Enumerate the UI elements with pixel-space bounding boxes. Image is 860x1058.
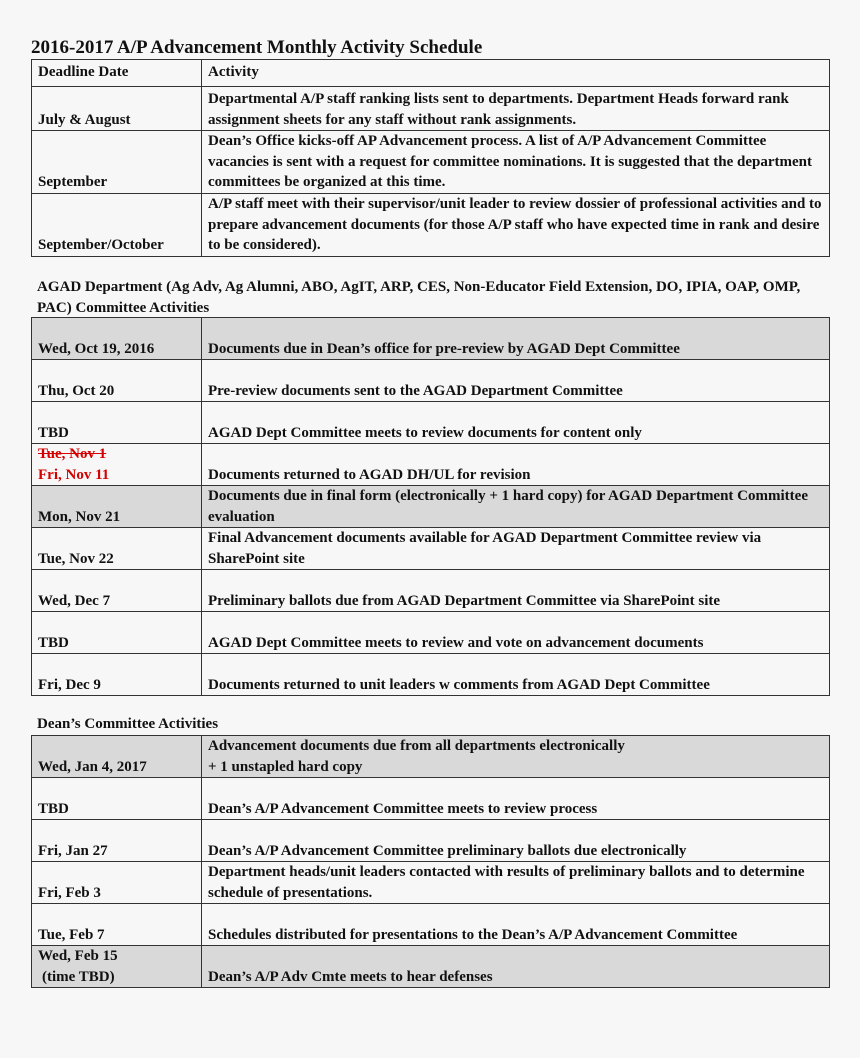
activity: Dean’s Office kicks-off AP Advancement process. A list of A/P Advancement Committee vacancies is sent with a request for committee nominations. It is suggested that the department committees be organized at this time. — [202, 131, 830, 194]
activity-line: Advancement documents due from all departments electronically — [208, 738, 625, 754]
deadline-date: Mon, Nov 21 — [32, 486, 202, 528]
activity: Final Advancement documents available for AGAD Department Committee review via SharePoint site — [202, 528, 830, 570]
deadline-date: TBD — [32, 612, 202, 654]
table-row — [32, 654, 830, 696]
dean-section-heading: Dean’s Committee Activities — [37, 716, 219, 732]
date-line: Wed, Feb 15 — [38, 948, 118, 964]
table-row — [32, 402, 830, 444]
activity: Departmental A/P staff ranking lists sent to departments. Department Heads forward rank assignment sheets for any staff without rank assignments. — [202, 87, 830, 131]
activity: Documents returned to AGAD DH/UL for revision — [202, 444, 830, 486]
table-row — [32, 612, 830, 654]
activity-line: + 1 unstapled hard copy — [208, 758, 363, 775]
table-row — [32, 778, 830, 820]
struck-date: Tue, Nov 1 — [38, 446, 107, 462]
table-row — [32, 318, 830, 360]
deadline-date: Tue, Feb 7 — [32, 904, 202, 946]
deadline-date: Thu, Oct 20 — [32, 360, 202, 402]
table-row — [32, 820, 830, 862]
activity: Documents due in Dean’s office for pre-review by AGAD Dept Committee — [202, 318, 830, 360]
deadline-date: Fri, Dec 9 — [32, 654, 202, 696]
deadline-date: Tue, Nov 22 — [32, 528, 202, 570]
activity: Schedules distributed for presentations to the Dean’s A/P Advancement Committee — [202, 904, 830, 946]
table-row — [32, 486, 830, 528]
table-row — [32, 87, 830, 131]
deadline-date: Fri, Feb 3 — [32, 862, 202, 904]
table-row — [32, 946, 830, 988]
table-row — [32, 193, 830, 256]
deadline-date: September — [32, 131, 202, 194]
deadline-date — [32, 946, 202, 988]
activity — [202, 736, 830, 778]
table-row — [32, 862, 830, 904]
deadline-date: July & August — [32, 87, 202, 131]
activity: Documents due in final form (electronically + 1 hard copy) for AGAD Department Committee evaluation — [202, 486, 830, 528]
table-row — [32, 444, 830, 486]
activity: Dean’s A/P Adv Cmte meets to hear defenses — [202, 946, 830, 988]
revised-date: Fri, Nov 11 — [38, 466, 110, 483]
table-row — [32, 570, 830, 612]
activity: AGAD Dept Committee meets to review documents for content only — [202, 402, 830, 444]
activity: Dean’s A/P Advancement Committee meets to review process — [202, 778, 830, 820]
activity: Preliminary ballots due from AGAD Department Committee via SharePoint site — [202, 570, 830, 612]
general-schedule-table — [31, 59, 830, 257]
deadline-date: Wed, Jan 4, 2017 — [32, 736, 202, 778]
deadline-date: Wed, Oct 19, 2016 — [32, 318, 202, 360]
table-header-row — [32, 60, 830, 87]
deadline-date: TBD — [32, 778, 202, 820]
activity: Documents returned to unit leaders w comments from AGAD Dept Committee — [202, 654, 830, 696]
agad-section-heading: AGAD Department (Ag Adv, Ag Alumni, ABO, AgIT, ARP, CES, Non-Educator Field Extension, DO, IPIA, OAP, OMP, PAC) Committee Activities — [37, 279, 801, 316]
activity: Pre-review documents sent to the AGAD Department Committee — [202, 360, 830, 402]
activity: AGAD Dept Committee meets to review and vote on advancement documents — [202, 612, 830, 654]
header-deadline-date: Deadline Date — [32, 60, 202, 87]
table-row — [32, 528, 830, 570]
dean-schedule-table — [31, 735, 830, 988]
table-row — [32, 904, 830, 946]
deadline-date: Fri, Jan 27 — [32, 820, 202, 862]
page-title: 2016-2017 A/P Advancement Monthly Activity Schedule — [31, 37, 483, 58]
activity: A/P staff meet with their supervisor/unit leader to review dossier of professional activities and to prepare advancement documents (for those A/P staff who have expected time in rank and desire to be considered). — [202, 193, 830, 256]
table-row — [32, 736, 830, 778]
deadline-date: TBD — [32, 402, 202, 444]
table-row — [32, 360, 830, 402]
deadline-date: September/October — [32, 193, 202, 256]
deadline-date-revised — [32, 444, 202, 486]
date-line: (time TBD) — [42, 968, 115, 985]
header-activity: Activity — [202, 60, 830, 87]
agad-schedule-table — [31, 317, 830, 696]
deadline-date: Wed, Dec 7 — [32, 570, 202, 612]
activity: Department heads/unit leaders contacted with results of preliminary ballots and to determine schedule of presentations. — [202, 862, 830, 904]
table-row — [32, 131, 830, 194]
activity: Dean’s A/P Advancement Committee preliminary ballots due electronically — [202, 820, 830, 862]
